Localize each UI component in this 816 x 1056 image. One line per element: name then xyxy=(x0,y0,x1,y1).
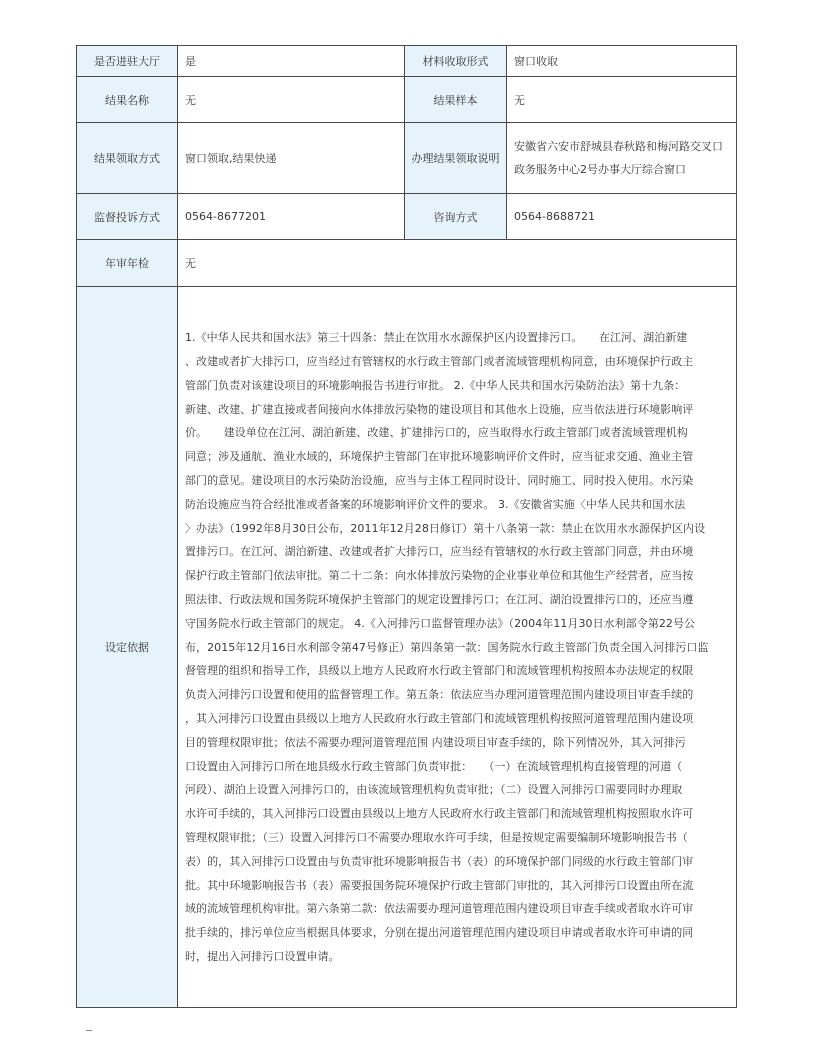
legal-basis-line: 管理权限审批；（三）设置入河排污口不需要办理取水许可手续，但是按规定需要编制环境影响报告书（ xyxy=(185,830,688,844)
legal-basis-line: 同意；涉及通航、渔业水域的，环境保护主管部门在审批环境影响评价文件时，应当征求交通、渔业主管 xyxy=(185,450,694,464)
legal-basis-line: ，其入河排污口设置由县级以上地方人民政府水行政主管部门和流域管理机构按照河道管理范围内建设项 xyxy=(185,711,694,725)
legal-basis-line: 部门的意见。建设项目的水污染防治设施，应当与主体工程同时设计、同时施工、同时投入使用。水污染 xyxy=(185,474,694,488)
table-row xyxy=(77,77,737,123)
value-in-hall: 是 xyxy=(178,46,405,77)
legal-basis-line: 置排污口。在江河、湖泊新建、改建或者扩大排污口，应当经有管辖权的水行政主管部门同意，并由环境 xyxy=(185,545,694,559)
legal-basis-line: 督管理的组织和指导工作，县级以上地方人民政府水行政主管部门和流域管理机构按照本办法规定的权限 xyxy=(185,664,694,678)
label-consult: 咨询方式 xyxy=(405,194,507,240)
legal-basis-line: 表）的，其入河排污口设置由与负责审批环境影响报告书（表）的环境保护部门同级的水行政主管部门审 xyxy=(185,854,694,868)
legal-basis-line: 新建、改建、扩建直接或者间接向水体排放污染物的建设项目和其他水上设施，应当依法进行环境影响评 xyxy=(185,402,694,416)
page-mark xyxy=(86,1030,92,1031)
legal-basis-line: 1.《中华人民共和国水法》第三十四条：禁止在饮用水水源保护区内设置排污口。 在江河、湖泊新建 xyxy=(185,331,688,345)
value-result-sample: 无 xyxy=(507,77,737,123)
table-row xyxy=(77,46,737,77)
label-complaint: 监督投诉方式 xyxy=(77,194,178,240)
legal-basis-line: 负责入河排污口设置和使用的监督管理工作。第五条：依法应当办理河道管理范围内建设项目审查手续的 xyxy=(185,688,694,702)
legal-basis-line: 水许可手续的，其入河排污口设置由县级以上地方人民政府水行政主管部门和流域管理机构按照取水许可 xyxy=(185,807,694,821)
label-legal-basis: 设定依据 xyxy=(77,287,178,1008)
table-row xyxy=(77,123,737,194)
table-row xyxy=(77,287,737,1008)
legal-basis-line: 保护行政主管部门依法审批。第二十二条：向水体排放污染物的企业事业单位和其他生产经营者，应当按 xyxy=(185,569,694,583)
legal-basis-line: 时，提出入河排污口设置申请。 xyxy=(185,949,340,963)
label-annual-review: 年审年检 xyxy=(77,240,178,287)
label-material-form: 材料收取形式 xyxy=(405,46,507,77)
label-pickup-method: 结果领取方式 xyxy=(77,123,178,194)
legal-basis-line: 防治设施应当符合经批准或者备案的环境影响评价文件的要求。 3.《安徽省实施〈中华人民共和国水法 xyxy=(185,497,686,511)
value-material-form: 窗口收取 xyxy=(507,46,737,77)
value-pickup-method: 窗口领取,结果快递 xyxy=(178,123,405,194)
value-pickup-note: 安徽省六安市舒城县春秋路和梅河路交叉口政务服务中心2号办事大厅综合窗口 xyxy=(507,123,737,194)
label-result-sample: 结果样本 xyxy=(405,77,507,123)
legal-basis-line: 批手续的，排污单位应当根据具体要求，分别在提出河道管理范围内建设项目申请或者取水许可申请的同 xyxy=(185,926,694,940)
table-row xyxy=(77,194,737,240)
legal-basis-line: 口设置由入河排污口所在地县级水行政主管部门负责审批： （一）在流域管理机构直接管理的河道（ xyxy=(185,759,683,773)
label-pickup-note: 办理结果领取说明 xyxy=(405,123,507,194)
label-in-hall: 是否进驻大厅 xyxy=(77,46,178,77)
legal-basis-line: 照法律、行政法规和国务院环境保护主管部门的规定设置排污口；在江河、湖泊设置排污口的，还应当遵 xyxy=(185,593,694,606)
value-complaint-phone: 0564-8677201 xyxy=(178,194,405,240)
value-consult-phone: 0564-8688721 xyxy=(507,194,737,240)
legal-basis-line: 价。 建设单位在江河、湖泊新建、改建、扩建排污口的，应当取得水行政主管部门或者流域管理机构 xyxy=(185,426,688,440)
label-result-name: 结果名称 xyxy=(77,77,178,123)
legal-basis-line: 域的流域管理机构审批。第六条第二款：依法需要办理河道管理范围内建设项目审查手续或者取水许可审 xyxy=(185,902,694,916)
legal-basis-line: 、改建或者扩大排污口，应当经过有管辖权的水行政主管部门或者流域管理机构同意，由环境保护行政主 xyxy=(185,355,694,369)
legal-basis-line: 布，2015年12月16日水利部令第47号修正）第四条第一款：国务院水行政主管部门负责全国入河排污口监 xyxy=(185,640,709,654)
value-result-name: 无 xyxy=(178,77,405,123)
legal-basis-line: 〉办法》（1992年8月30日公布，2011年12月28日修订）第十八条第一款：禁止在饮用水水源保护区内设 xyxy=(185,521,706,535)
legal-basis-line: 批。其中环境影响报告书（表）需要报国务院环境保护行政主管部门审批的，其入河排污口设置由所在流 xyxy=(185,878,694,892)
legal-basis-line: 管部门负责对该建设项目的环境影响报告书进行审批。 2.《中华人民共和国水污染防治法》第十九条： xyxy=(185,378,686,392)
value-annual-review: 无 xyxy=(178,240,737,287)
legal-basis-line: 河段）、湖泊上设置入河排污口的，由该流域管理机构负责审批；（二）设置入河排污口需要同时办理取 xyxy=(185,783,683,797)
legal-basis-text xyxy=(178,287,737,1008)
legal-basis-line: 守国务院水行政主管部门的规定。 4.《入河排污口监督管理办法》（2004年11月30日水利部令第22号公 xyxy=(185,616,696,630)
legal-basis-line: 目的管理权限审批；依法不需要办理河道管理范围 内建设项目审查手续的，除下列情况外，其入河排污 xyxy=(185,735,686,749)
service-info-table xyxy=(76,45,737,1008)
table-row xyxy=(77,240,737,287)
